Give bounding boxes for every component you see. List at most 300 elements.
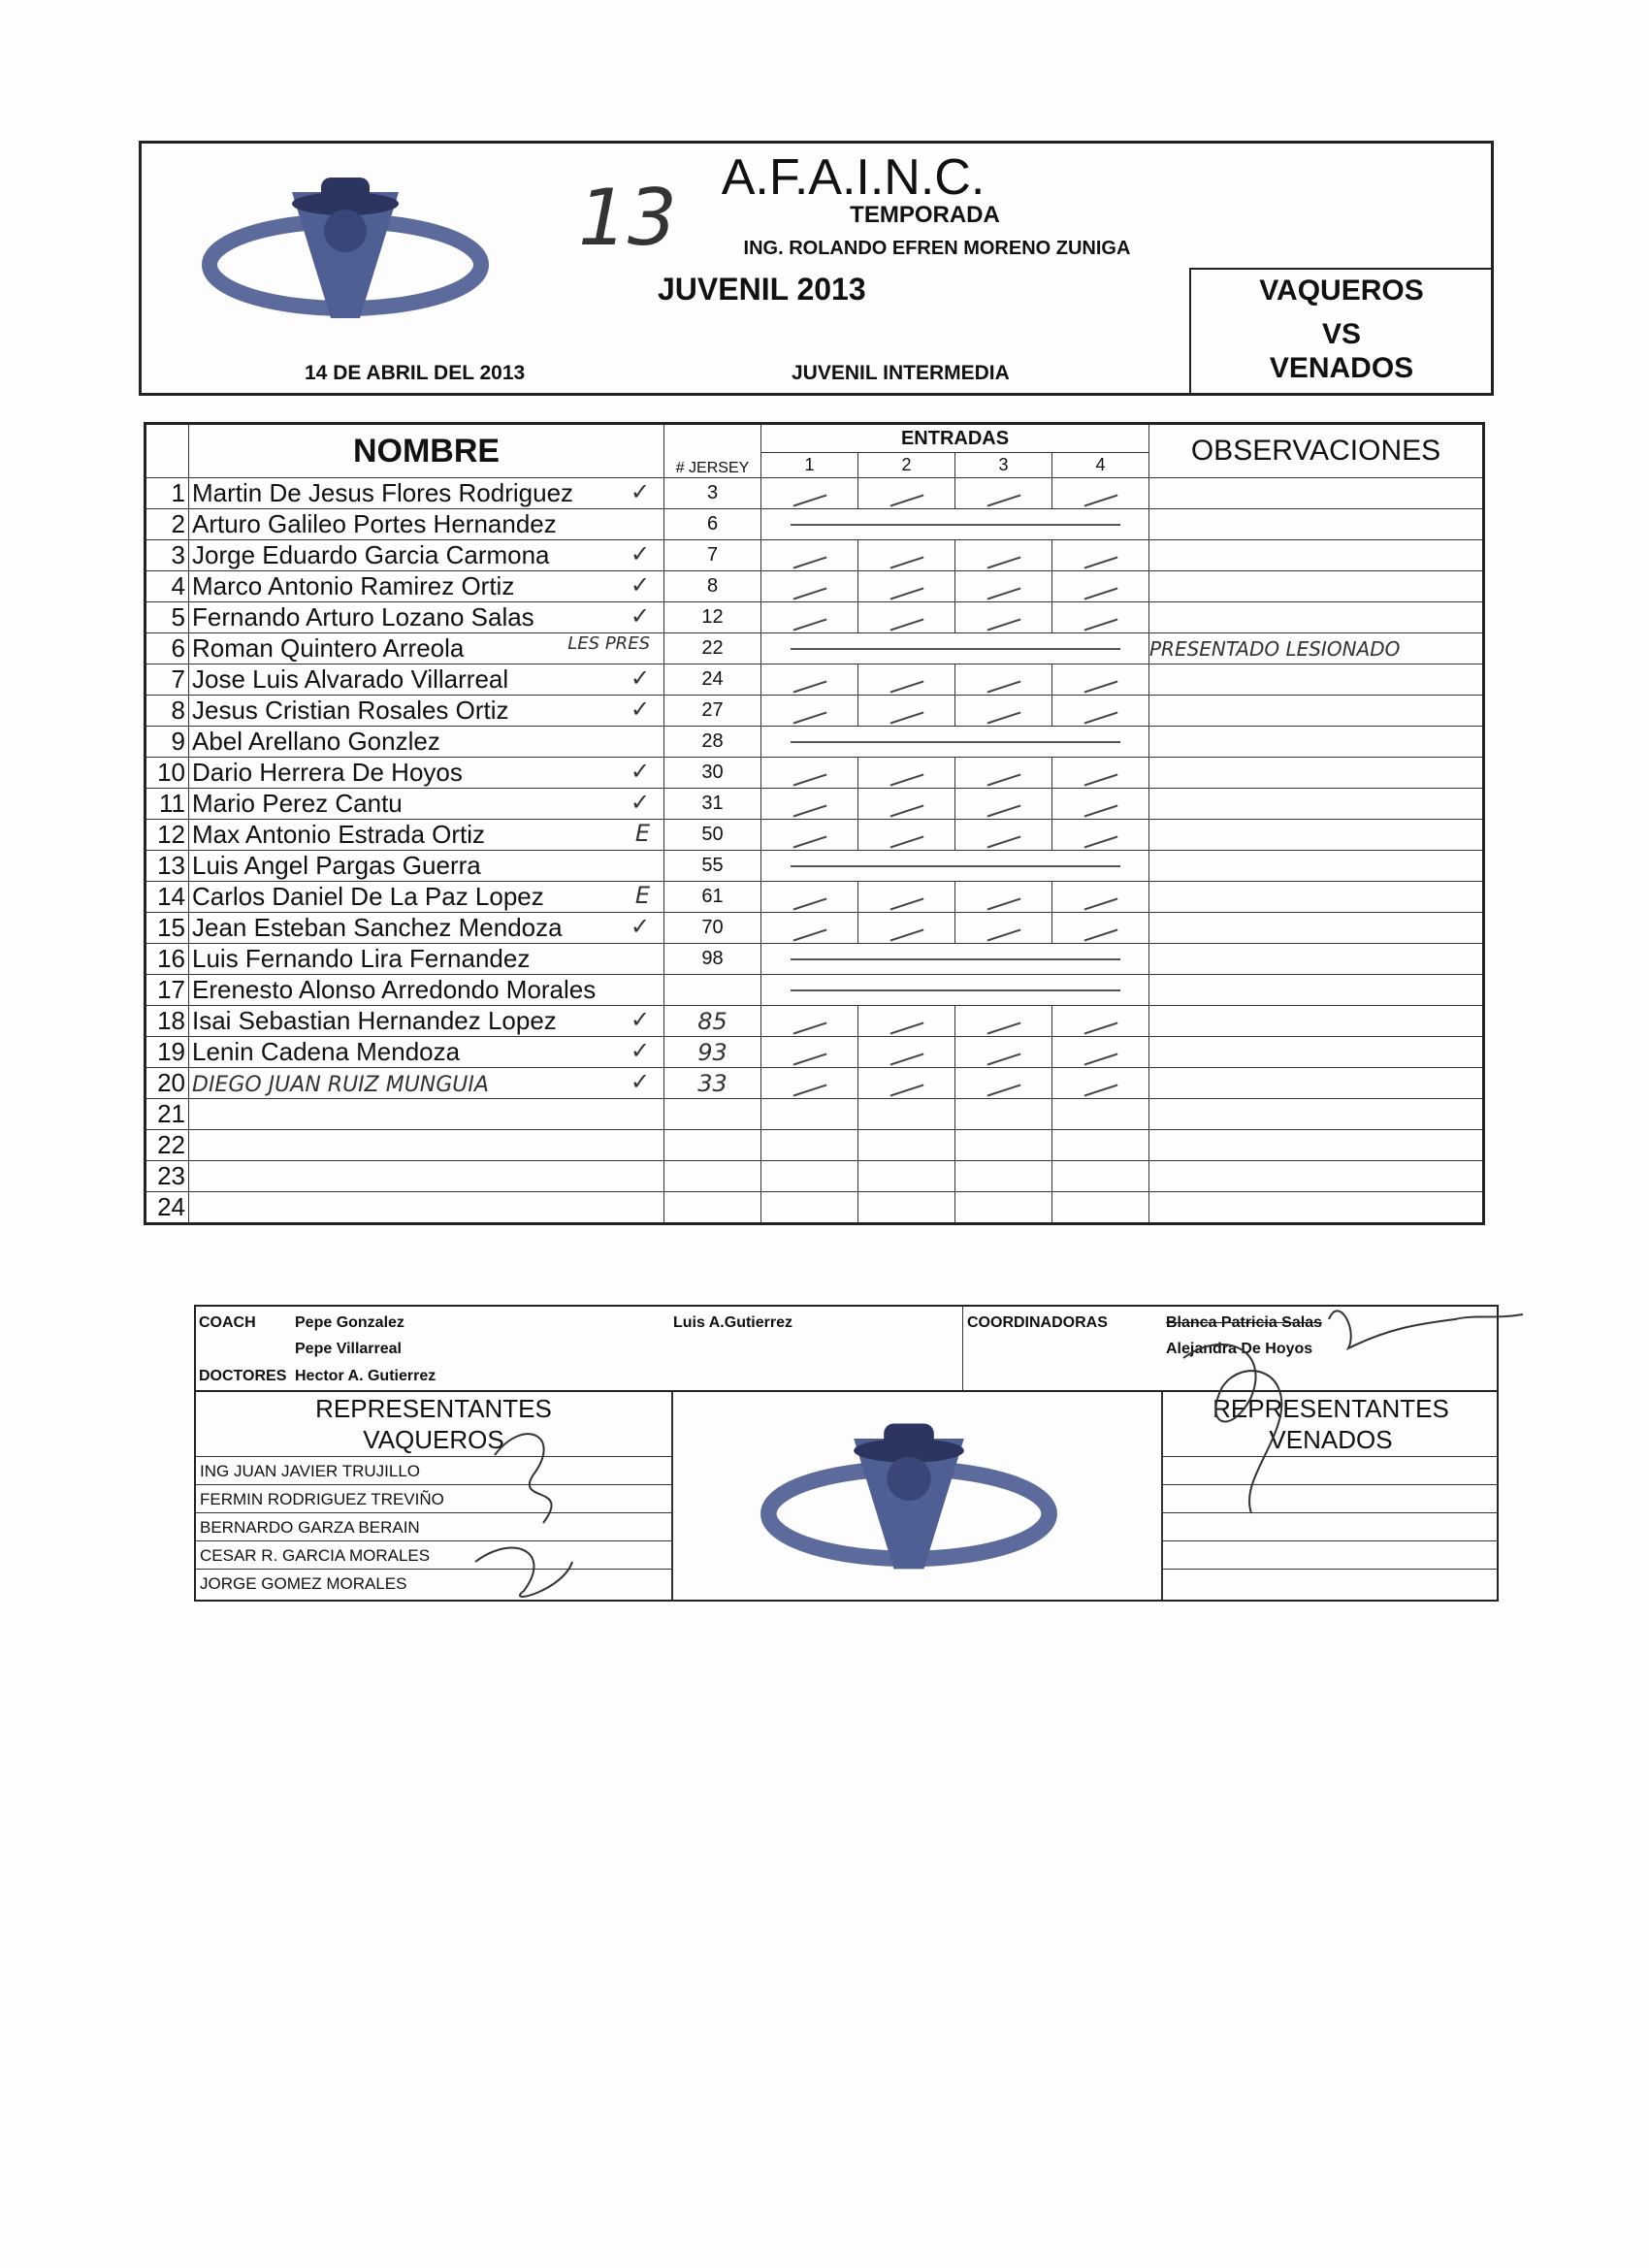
inning-cell-1 <box>761 1130 858 1161</box>
inning-cell-3 <box>955 1037 1052 1068</box>
inning-cell-2 <box>858 789 955 820</box>
reps-label-venados: REPRESENTANTES <box>1212 1394 1449 1423</box>
player-name-cell <box>189 571 664 602</box>
inning-cell-2 <box>858 1006 955 1037</box>
coord-label: COORDINADORAS <box>967 1314 1108 1331</box>
played-tick-icon <box>889 587 923 599</box>
observation-cell <box>1149 851 1484 882</box>
played-tick-icon <box>986 928 1020 941</box>
observation-cell <box>1149 664 1484 696</box>
row-number: 21 <box>146 1099 189 1130</box>
player-name-cell <box>189 1161 664 1192</box>
played-tick-icon <box>792 711 826 724</box>
played-tick-icon <box>1083 773 1117 786</box>
rep-line <box>1163 1569 1499 1597</box>
played-tick-icon <box>889 835 923 848</box>
player-name-cell <box>189 540 664 571</box>
player-name: Martin De Jesus Flores Rodriguez <box>192 478 574 507</box>
row-number: 19 <box>146 1037 189 1068</box>
attendance-mark: ✓ <box>630 696 650 723</box>
player-name: Carlos Daniel De La Paz Lopez <box>192 882 544 911</box>
played-tick-icon <box>792 494 826 506</box>
played-tick-icon <box>889 680 923 693</box>
attendance-mark: ✓ <box>630 540 650 567</box>
played-tick-icon <box>986 1053 1020 1065</box>
player-name-cell <box>189 851 664 882</box>
attendance-mark: ✓ <box>630 602 650 630</box>
observation-cell <box>1149 944 1484 975</box>
rep-name: FERMIN RODRIGUEZ TREVIÑO <box>196 1484 671 1512</box>
player-name-cell <box>189 727 664 758</box>
attendance-mark: E <box>634 820 650 847</box>
player-name: Erenesto Alonso Arredondo Morales <box>192 975 597 1004</box>
jersey-number: 7 <box>664 540 761 571</box>
inning-cell-3 <box>955 913 1052 944</box>
vs-label: VS <box>1321 318 1362 350</box>
match-date: 14 DE ABRIL DEL 2013 <box>305 362 526 384</box>
inning-cell-3 <box>955 478 1052 509</box>
observation-cell <box>1149 975 1484 1006</box>
played-tick-icon <box>986 897 1020 910</box>
jersey-number <box>664 1161 761 1192</box>
table-row <box>146 1068 1484 1099</box>
jersey-number: 55 <box>664 851 761 882</box>
row-number: 7 <box>146 664 189 696</box>
played-tick-icon <box>1083 1084 1117 1096</box>
inning-cell-2 <box>858 571 955 602</box>
org-title: A.F.A.I.N.C. <box>721 149 986 206</box>
row-number: 23 <box>146 1161 189 1192</box>
jersey-number: 24 <box>664 664 761 696</box>
inning-header-3: 3 <box>955 453 1052 478</box>
player-name-cell <box>189 882 664 913</box>
player-name-cell <box>189 913 664 944</box>
row-number: 10 <box>146 758 189 789</box>
coach-3: Luis A.Gutierrez <box>673 1314 792 1331</box>
player-name-cell <box>189 602 664 633</box>
did-not-play-line <box>761 975 1149 1006</box>
inning-cell-2 <box>858 1192 955 1224</box>
observation-cell <box>1149 1161 1484 1192</box>
table-row <box>146 820 1484 851</box>
inning-cell-4 <box>1052 789 1149 820</box>
jersey-number: 50 <box>664 820 761 851</box>
did-not-play-line <box>761 944 1149 975</box>
inning-cell-4 <box>1052 913 1149 944</box>
inning-cell-2 <box>858 540 955 571</box>
attendance-mark: ✓ <box>630 913 650 940</box>
jersey-number: 22 <box>664 633 761 664</box>
player-name: Max Antonio Estrada Ortiz <box>192 820 486 849</box>
player-name: Dario Herrera De Hoyos <box>192 758 463 787</box>
inning-cell-4 <box>1052 478 1149 509</box>
played-tick-icon <box>986 587 1020 599</box>
player-name-cell <box>189 478 664 509</box>
table-row <box>146 851 1484 882</box>
player-name: Jean Esteban Sanchez Mendoza <box>192 913 563 942</box>
roster-table <box>144 422 1485 1225</box>
table-row <box>146 1130 1484 1161</box>
observation-cell <box>1149 913 1484 944</box>
row-number: 3 <box>146 540 189 571</box>
inning-cell-1 <box>761 1099 858 1130</box>
inning-cell-2 <box>858 820 955 851</box>
division-label: JUVENIL INTERMEDIA <box>792 362 1010 384</box>
played-tick-icon <box>1083 928 1117 941</box>
played-tick-icon <box>792 835 826 848</box>
played-tick-icon <box>792 897 826 910</box>
player-name: Fernando Arturo Lozano Salas <box>192 602 534 632</box>
observation-cell <box>1149 1099 1484 1130</box>
inning-cell-1 <box>761 1192 858 1224</box>
played-tick-icon <box>1083 680 1117 693</box>
inning-cell-1 <box>761 664 858 696</box>
team1-name: VAQUEROS <box>1259 275 1424 307</box>
played-tick-icon <box>792 556 826 568</box>
observation-cell <box>1149 1192 1484 1224</box>
jersey-number <box>664 1130 761 1161</box>
played-tick-icon <box>889 1053 923 1065</box>
played-tick-icon <box>889 773 923 786</box>
played-tick-icon <box>889 711 923 724</box>
played-tick-icon <box>986 618 1020 631</box>
jersey-number <box>664 975 761 1006</box>
row-number: 15 <box>146 913 189 944</box>
row-number: 12 <box>146 820 189 851</box>
observation-cell <box>1149 571 1484 602</box>
inning-cell-3 <box>955 1161 1052 1192</box>
jersey-number <box>664 1099 761 1130</box>
inning-cell-1 <box>761 1006 858 1037</box>
inning-cell-1 <box>761 758 858 789</box>
coord-2: Alejandra De Hoyos <box>1166 1341 1313 1357</box>
player-name-cell <box>189 789 664 820</box>
row-number: 9 <box>146 727 189 758</box>
inning-cell-3 <box>955 820 1052 851</box>
played-tick-icon <box>1083 804 1117 817</box>
inning-cell-2 <box>858 478 955 509</box>
jersey-number: 30 <box>664 758 761 789</box>
observation-cell <box>1149 696 1484 727</box>
table-row <box>146 1161 1484 1192</box>
jersey-number: 70 <box>664 913 761 944</box>
player-name-cell <box>189 1130 664 1161</box>
observation-cell <box>1149 1068 1484 1099</box>
inning-cell-3 <box>955 1068 1052 1099</box>
player-name: Luis Fernando Lira Fernandez <box>192 944 531 973</box>
inning-cell-3 <box>955 789 1052 820</box>
inning-cell-4 <box>1052 1006 1149 1037</box>
attendance-mark: E <box>634 882 650 909</box>
col-observaciones: OBSERVACIONES <box>1149 424 1484 478</box>
doctores-label: DOCTORES <box>199 1368 287 1384</box>
player-name: Marco Antonio Ramirez Ortiz <box>192 571 515 600</box>
temporada-label: TEMPORADA <box>850 202 1000 228</box>
played-tick-icon <box>792 1021 826 1034</box>
inning-cell-2 <box>858 602 955 633</box>
row-number: 22 <box>146 1130 189 1161</box>
inning-cell-3 <box>955 758 1052 789</box>
table-row <box>146 664 1484 696</box>
played-tick-icon <box>889 1021 923 1034</box>
team2-name: VENADOS <box>1269 352 1414 384</box>
observation-cell <box>1149 602 1484 633</box>
did-not-play-line <box>761 509 1149 540</box>
played-tick-icon <box>986 804 1020 817</box>
inning-cell-2 <box>858 882 955 913</box>
row-number: 18 <box>146 1006 189 1037</box>
jersey-number: 27 <box>664 696 761 727</box>
inning-cell-4 <box>1052 1037 1149 1068</box>
inning-cell-2 <box>858 1161 955 1192</box>
inning-cell-1 <box>761 602 858 633</box>
table-row <box>146 1006 1484 1037</box>
row-number: 1 <box>146 478 189 509</box>
inning-cell-4 <box>1052 1099 1149 1130</box>
coach-label: COACH <box>199 1314 256 1331</box>
row-number: 5 <box>146 602 189 633</box>
inning-cell-3 <box>955 1130 1052 1161</box>
inning-header-1: 1 <box>761 453 858 478</box>
player-name-cell <box>189 1192 664 1224</box>
inning-cell-4 <box>1052 820 1149 851</box>
row-number: 6 <box>146 633 189 664</box>
table-row <box>146 1192 1484 1224</box>
player-name: Isai Sebastian Hernandez Lopez <box>192 1006 557 1035</box>
attendance-mark: ✓ <box>630 664 650 692</box>
row-number: 17 <box>146 975 189 1006</box>
inning-cell-3 <box>955 602 1052 633</box>
attendance-mark: ✓ <box>630 1068 650 1095</box>
played-tick-icon <box>1083 835 1117 848</box>
did-not-play-line <box>761 633 1149 664</box>
player-name-cell <box>189 1068 664 1099</box>
inning-cell-2 <box>858 758 955 789</box>
inning-cell-1 <box>761 540 858 571</box>
played-tick-icon <box>1083 618 1117 631</box>
inning-cell-4 <box>1052 882 1149 913</box>
player-name-cell <box>189 1006 664 1037</box>
row-number: 11 <box>146 789 189 820</box>
coach-2: Pepe Villarreal <box>295 1341 402 1357</box>
attendance-mark: ✓ <box>630 1037 650 1064</box>
played-tick-icon <box>792 928 826 941</box>
observation-cell <box>1149 789 1484 820</box>
row-number: 4 <box>146 571 189 602</box>
table-row <box>146 727 1484 758</box>
player-name-cell <box>189 820 664 851</box>
inning-cell-3 <box>955 1006 1052 1037</box>
played-tick-icon <box>889 928 923 941</box>
col-entradas: ENTRADAS <box>761 424 1149 453</box>
col-nombre: NOMBRE <box>189 424 664 478</box>
observation-cell: PRESENTADO LESIONADO <box>1149 633 1484 664</box>
inning-cell-4 <box>1052 602 1149 633</box>
inning-header-2: 2 <box>858 453 955 478</box>
rep-line <box>1163 1540 1499 1569</box>
played-tick-icon <box>1083 494 1117 506</box>
observation-cell <box>1149 1037 1484 1068</box>
inning-cell-3 <box>955 1099 1052 1130</box>
played-tick-icon <box>1083 1053 1117 1065</box>
jersey-number: 8 <box>664 571 761 602</box>
jersey-number: 6 <box>664 509 761 540</box>
coord-1: Blanca Patricia Salas <box>1166 1314 1322 1331</box>
played-tick-icon <box>986 773 1020 786</box>
attendance-mark: ✓ <box>630 571 650 599</box>
table-row <box>146 633 1484 664</box>
table-row <box>146 509 1484 540</box>
inning-cell-4 <box>1052 758 1149 789</box>
observation-cell <box>1149 540 1484 571</box>
played-tick-icon <box>792 773 826 786</box>
inning-cell-1 <box>761 913 858 944</box>
attendance-mark: ✓ <box>630 758 650 785</box>
played-tick-icon <box>986 711 1020 724</box>
player-name: Lenin Cadena Mendoza <box>192 1037 461 1066</box>
inning-cell-1 <box>761 820 858 851</box>
played-tick-icon <box>889 897 923 910</box>
inning-cell-3 <box>955 696 1052 727</box>
player-name-cell <box>189 696 664 727</box>
inning-cell-2 <box>858 913 955 944</box>
teams-box <box>1189 268 1494 396</box>
played-tick-icon <box>792 587 826 599</box>
inning-cell-2 <box>858 1099 955 1130</box>
observation-cell <box>1149 478 1484 509</box>
inning-cell-1 <box>761 1068 858 1099</box>
inning-cell-4 <box>1052 1130 1149 1161</box>
vaqueros-logo-icon <box>759 1411 1059 1586</box>
inning-cell-2 <box>858 664 955 696</box>
inning-cell-1 <box>761 571 858 602</box>
table-row <box>146 789 1484 820</box>
inning-cell-4 <box>1052 571 1149 602</box>
played-tick-icon <box>1083 587 1117 599</box>
played-tick-icon <box>1083 711 1117 724</box>
jersey-number: 12 <box>664 602 761 633</box>
player-name: Jose Luis Alvarado Villarreal <box>192 664 509 694</box>
observation-cell <box>1149 758 1484 789</box>
inning-cell-1 <box>761 1037 858 1068</box>
inning-cell-1 <box>761 1161 858 1192</box>
player-name: Mario Perez Cantu <box>192 789 403 818</box>
reps-team-venados: VENADOS <box>1269 1425 1393 1454</box>
inning-cell-4 <box>1052 664 1149 696</box>
table-row <box>146 602 1484 633</box>
observation-cell <box>1149 882 1484 913</box>
inning-cell-2 <box>858 1130 955 1161</box>
player-name-cell <box>189 975 664 1006</box>
did-not-play-line <box>761 727 1149 758</box>
inning-cell-3 <box>955 882 1052 913</box>
header-box <box>139 141 1494 396</box>
jersey-number: 98 <box>664 944 761 975</box>
inning-cell-4 <box>1052 540 1149 571</box>
player-name: Jorge Eduardo Garcia Carmona <box>192 540 550 569</box>
played-tick-icon <box>792 1084 826 1096</box>
played-tick-icon <box>986 680 1020 693</box>
jersey-number: 28 <box>664 727 761 758</box>
row-number: 8 <box>146 696 189 727</box>
played-tick-icon <box>1083 1021 1117 1034</box>
jersey-number <box>664 1192 761 1224</box>
row-number: 24 <box>146 1192 189 1224</box>
table-row <box>146 913 1484 944</box>
rep-name: CESAR R. GARCIA MORALES <box>196 1540 671 1569</box>
played-tick-icon <box>889 1084 923 1096</box>
inning-cell-1 <box>761 696 858 727</box>
row-number: 2 <box>146 509 189 540</box>
inning-cell-4 <box>1052 1068 1149 1099</box>
coach-1: Pepe Gonzalez <box>295 1314 404 1331</box>
inning-cell-3 <box>955 1192 1052 1224</box>
played-tick-icon <box>792 680 826 693</box>
played-tick-icon <box>1083 556 1117 568</box>
handwritten-number: 13 <box>578 173 677 263</box>
observation-cell <box>1149 1006 1484 1037</box>
table-row <box>146 975 1484 1006</box>
inning-cell-2 <box>858 1068 955 1099</box>
played-tick-icon <box>986 835 1020 848</box>
played-tick-icon <box>889 494 923 506</box>
table-row <box>146 944 1484 975</box>
table-row <box>146 1037 1484 1068</box>
jersey-number: 93 <box>664 1037 761 1068</box>
inning-header-4: 4 <box>1052 453 1149 478</box>
table-row <box>146 478 1484 509</box>
table-row <box>146 571 1484 602</box>
inning-cell-2 <box>858 696 955 727</box>
player-name: DIEGO JUAN RUIZ MUNGUIA <box>192 1073 489 1097</box>
doctor-name: Hector A. Gutierrez <box>295 1368 436 1384</box>
rep-name: BERNARDO GARZA BERAIN <box>196 1512 671 1540</box>
observation-cell <box>1149 820 1484 851</box>
signature-scribble <box>456 1397 611 1610</box>
rep-name: JORGE GOMEZ MORALES <box>196 1569 671 1597</box>
observation-cell <box>1149 727 1484 758</box>
played-tick-icon <box>792 804 826 817</box>
inning-cell-3 <box>955 571 1052 602</box>
played-tick-icon <box>889 556 923 568</box>
signature-scribble <box>1164 1290 1533 1542</box>
table-row <box>146 758 1484 789</box>
player-name-cell <box>189 509 664 540</box>
played-tick-icon <box>792 618 826 631</box>
player-name: Jesus Cristian Rosales Ortiz <box>192 696 509 725</box>
inning-cell-2 <box>858 1037 955 1068</box>
played-tick-icon <box>986 1084 1020 1096</box>
table-row <box>146 882 1484 913</box>
played-tick-icon <box>792 1053 826 1065</box>
reps-team-vaqueros: VAQUEROS <box>363 1425 504 1454</box>
inning-cell-3 <box>955 540 1052 571</box>
inning-cell-4 <box>1052 1192 1149 1224</box>
attendance-mark: ✓ <box>630 478 650 505</box>
row-number: 16 <box>146 944 189 975</box>
player-name-cell <box>189 633 664 664</box>
rep-name: ING JUAN JAVIER TRUJILLO <box>196 1456 671 1484</box>
person-name: ING. ROLANDO EFREN MORENO ZUNIGA <box>743 238 1131 259</box>
inning-cell-4 <box>1052 1161 1149 1192</box>
player-name-cell <box>189 1099 664 1130</box>
table-row <box>146 1099 1484 1130</box>
played-tick-icon <box>889 618 923 631</box>
reps-label-vaqueros: REPRESENTANTES <box>315 1394 552 1423</box>
table-row <box>146 696 1484 727</box>
inning-cell-1 <box>761 882 858 913</box>
played-tick-icon <box>889 804 923 817</box>
